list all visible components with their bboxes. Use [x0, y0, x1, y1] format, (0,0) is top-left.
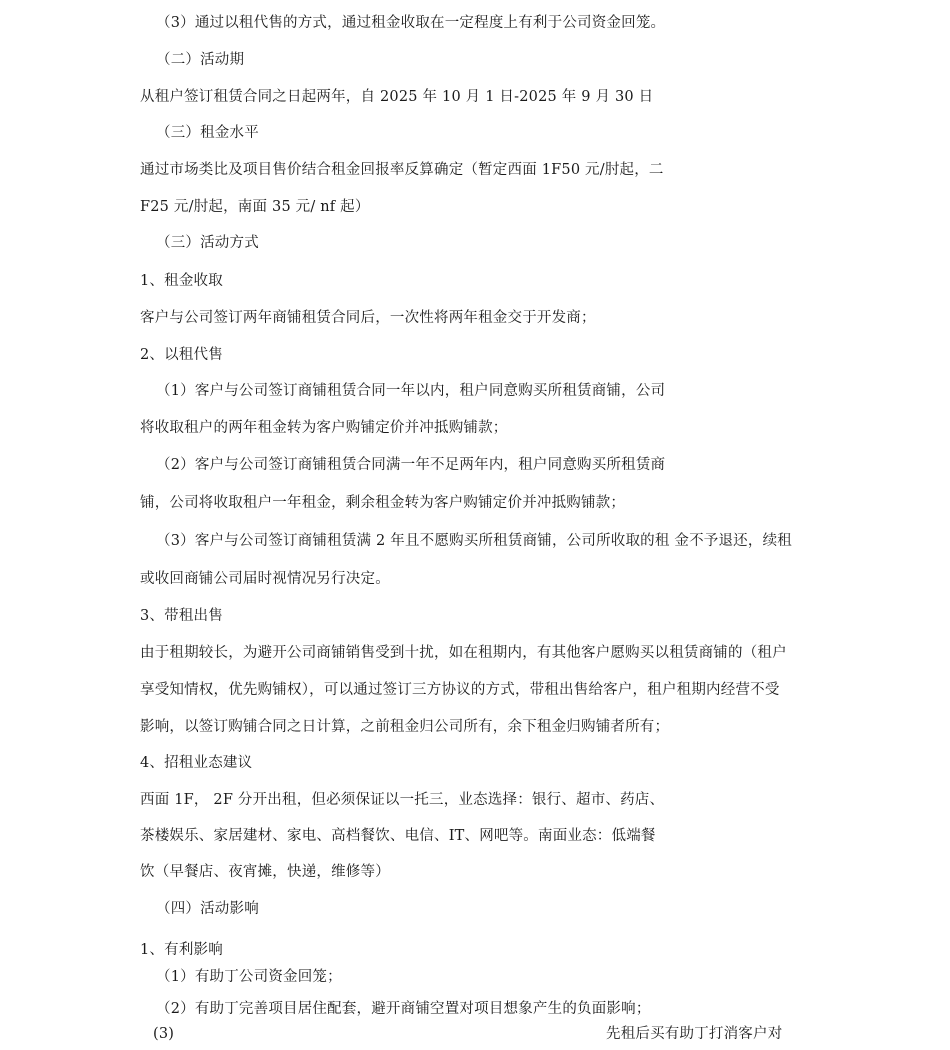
text-line: 由于租期较长，为避开公司商铺销售受到十扰，如在租期内，有其他客户愿购买以租赁商铺的（租户	[140, 645, 787, 661]
text-line: 或收回商铺公司届时视情况另行决定。	[140, 571, 390, 587]
text-line: （1）客户与公司签订商铺租赁合同一年以内，租户同意购买所租赁商铺，公司	[156, 383, 666, 399]
text-line: 影响，以签订购铺合同之日计算，之前租金归公司所有，余下租金归购铺者所有；	[140, 719, 670, 735]
subsection-heading: 2、以租代售	[140, 347, 223, 363]
text-line: 通过市场类比及项目售价结合租金回报率反算确定（暂定西面 1F50 元/肘起，二	[140, 162, 664, 178]
subsection-heading: 1、租金收取	[140, 273, 223, 289]
text-line: 客户与公司签订两年商铺租赁合同后，一次性将两年租金交于开发商；	[140, 310, 596, 326]
subsection-heading: 4、招租业态建议	[140, 755, 253, 771]
text-line: 先租后买有助丁打消客户对	[606, 1026, 783, 1042]
section-heading: （四）活动影响	[156, 901, 259, 917]
text-line: 茶楼娱乐、家居建材、家电、高档餐饮、电信、IT、网吧等。南面业态：低端餐	[140, 828, 656, 844]
text-line: F25 元/肘起，南面 35 元/ nf 起）	[140, 199, 370, 215]
text-line: （2）客户与公司签订商铺租赁合同满一年不足两年内，租户同意购买所租赁商	[156, 457, 666, 473]
text-line: （3）通过以租代售的方式，通过租金收取在一定程度上有利于公司资金回笼。	[156, 15, 666, 31]
text-line: （2）有助丁完善项目居住配套，避开商铺空置对项目想象产生的负面影响；	[156, 1001, 651, 1017]
subsection-heading: 3、带租出售	[140, 608, 223, 624]
text-line: （3）客户与公司签订商铺租赁满 2 年且不愿购买所租赁商铺，公司所收取的租 金不予退还，续租	[156, 533, 792, 549]
text-line: (3)	[153, 1026, 175, 1042]
text-line: 享受知情权，优先购铺权），可以通过签订三方协议的方式，带租出售给客户，租户租期内经营不受	[140, 682, 780, 698]
text-line: （1）有助丁公司资金回笼；	[156, 969, 342, 985]
text-line: 饮（早餐店、夜宵摊，快递，维修等）	[140, 864, 390, 880]
section-heading: （二）活动期	[156, 52, 245, 68]
text-line: 西面 1F， 2F 分开出租，但必须保证以一托三，业态选择：银行、超市、药店、	[140, 792, 665, 808]
section-heading: （三）活动方式	[156, 235, 259, 251]
text-line: 将收取租户的两年租金转为客户购铺定价并冲抵购铺款；	[140, 420, 508, 436]
subsection-heading: 1、有利影响	[140, 942, 223, 958]
section-heading: （三）租金水平	[156, 125, 259, 141]
text-line: 从租户签订租赁合同之日起两年，自 2025 年 10 月 1 日-2025 年 9 月 30 日	[140, 89, 654, 105]
text-line: 铺，公司将收取租户一年租金，剩余租金转为客户购铺定价并冲抵购铺款；	[140, 495, 626, 511]
